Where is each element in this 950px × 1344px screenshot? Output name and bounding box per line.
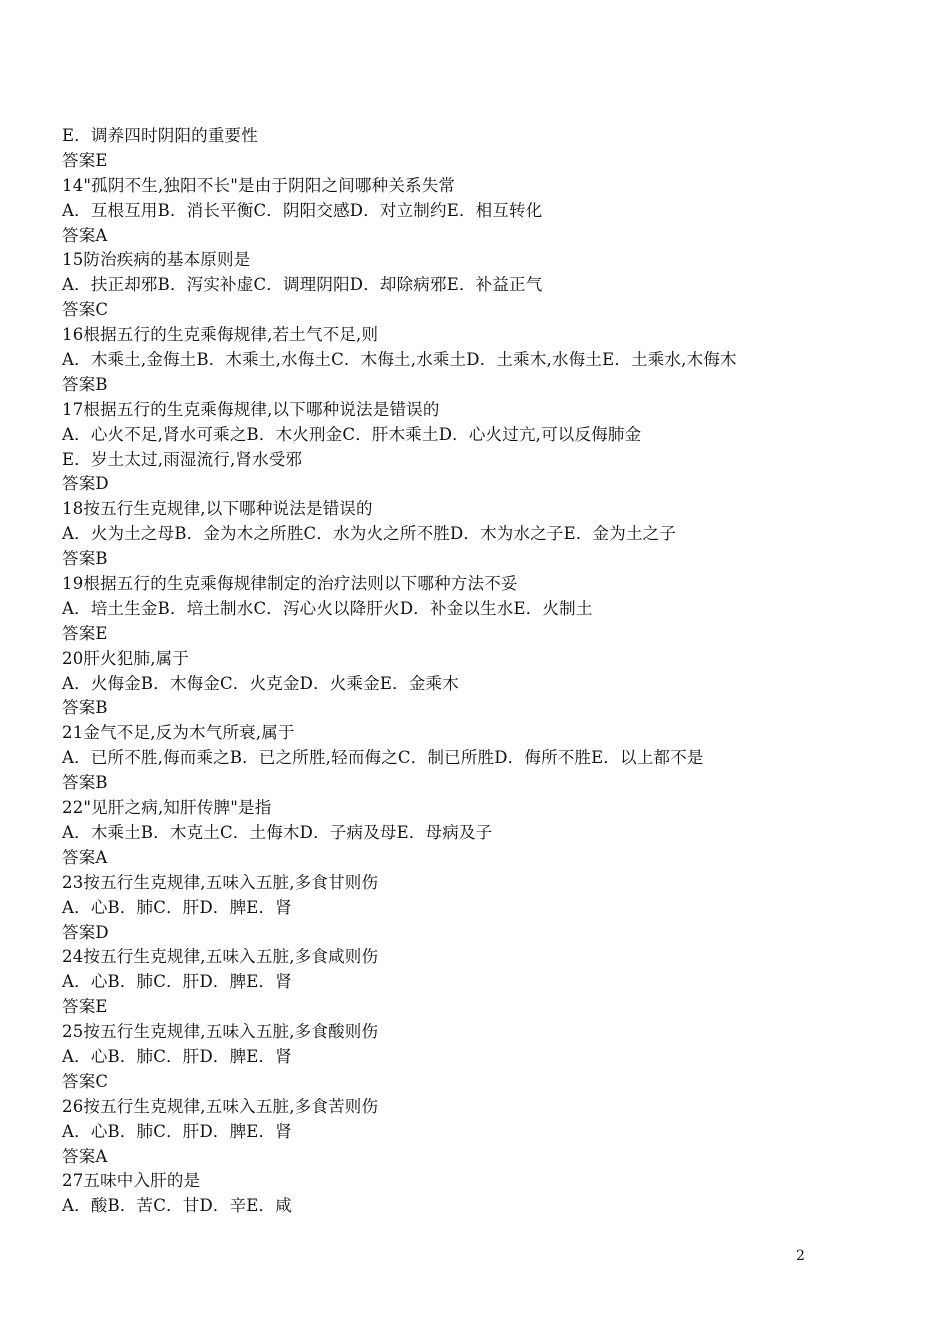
question-line: 21金气不足,反为木气所衰,属于: [62, 723, 295, 743]
answer-line: 答案B: [62, 698, 108, 718]
question-line: 26按五行生克规律,五味入五脏,多食苦则伤: [62, 1096, 379, 1116]
question-line: 22"见肝之病,知肝传脾"是指: [62, 798, 272, 818]
answer-line: 答案A: [62, 847, 108, 867]
question-line: 23按五行生克规律,五味入五脏,多食甘则伤: [62, 872, 379, 892]
answer-line: 答案B: [62, 374, 108, 394]
options-line: A．火为土之母B．金为木之所胜C．水为火之所不胜D．木为水之子E．金为土之子: [62, 524, 677, 544]
options-line: A．互根互用B．消长平衡C．阴阳交感D．对立制约E．相互转化: [62, 200, 543, 220]
answer-line: 答案A: [62, 1146, 108, 1166]
question-line: 17根据五行的生克乘侮规律,以下哪种说法是错误的: [62, 399, 440, 419]
options-line: A．木乘土,金侮土B．木乘土,水侮土C．木侮土,水乘土D．土乘木,水侮土E．土乘水,木侮木: [62, 350, 737, 370]
options-line: A．心B．肺C．肝D．脾E．肾: [62, 972, 292, 992]
question-line: 25按五行生克规律,五味入五脏,多食酸则伤: [62, 1022, 379, 1042]
answer-line: 答案D: [62, 474, 109, 494]
options-line: A．已所不胜,侮而乘之B．已之所胜,轻而侮之C．制已所胜D．侮所不胜E．以上都不是: [62, 748, 704, 768]
answer-line: 答案D: [62, 922, 109, 942]
options-line: A．心B．肺C．肝D．脾E．肾: [62, 1121, 292, 1141]
question-line: 18按五行生克规律,以下哪种说法是错误的: [62, 499, 373, 519]
options-line: E．岁土太过,雨湿流行,肾水受邪: [62, 449, 303, 469]
options-line: A．心火不足,肾水可乘之B．木火刑金C．肝木乘土D．心火过亢,可以反侮肺金: [62, 424, 642, 444]
text-line: E．调养四时阴阳的重要性: [62, 126, 258, 145]
answer-line: 答案C: [62, 300, 109, 320]
question-line: 14"孤阴不生,独阳不长"是由于阴阳之间哪种关系失常: [62, 175, 456, 195]
question-line: 16根据五行的生克乘侮规律,若土气不足,则: [62, 325, 379, 345]
options-line: A．培土生金B．培土制水C．泻心火以降肝火D．补金以生水E．火制土: [62, 598, 593, 618]
question-line: 27五味中入肝的是: [62, 1171, 201, 1191]
answer-line: 答案B: [62, 773, 108, 793]
options-line: A．木乘土B．木克土C．土侮木D．子病及母E．母病及子: [62, 822, 493, 842]
options-line: A．酸B．苦C．甘D．辛E．咸: [62, 1196, 292, 1216]
answer-line: 答案C: [62, 1071, 109, 1091]
document-body: [62, 124, 892, 1219]
question-line: 24按五行生克规律,五味入五脏,多食咸则伤: [62, 947, 379, 967]
options-line: A．扶正却邪B．泻实补虚C．调理阴阳D．却除病邪E．补益正气: [62, 275, 543, 295]
question-line: 19根据五行的生克乘侮规律制定的治疗法则以下哪种方法不妥: [62, 574, 518, 594]
answer-line: 答案E: [62, 150, 108, 170]
options-line: A．火侮金B．木侮金C．火克金D．火乘金E．金乘木: [62, 673, 459, 693]
question-line: 15防治疾病的基本原则是: [62, 250, 251, 270]
page-number: 2: [796, 1248, 805, 1264]
answer-line: 答案B: [62, 549, 108, 569]
question-line: 20肝火犯肺,属于: [62, 648, 190, 668]
options-line: A．心B．肺C．肝D．脾E．肾: [62, 897, 292, 917]
answer-line: 答案A: [62, 225, 108, 245]
answer-line: 答案E: [62, 623, 108, 643]
options-line: A．心B．肺C．肝D．脾E．肾: [62, 1046, 292, 1066]
answer-line: 答案E: [62, 997, 108, 1017]
